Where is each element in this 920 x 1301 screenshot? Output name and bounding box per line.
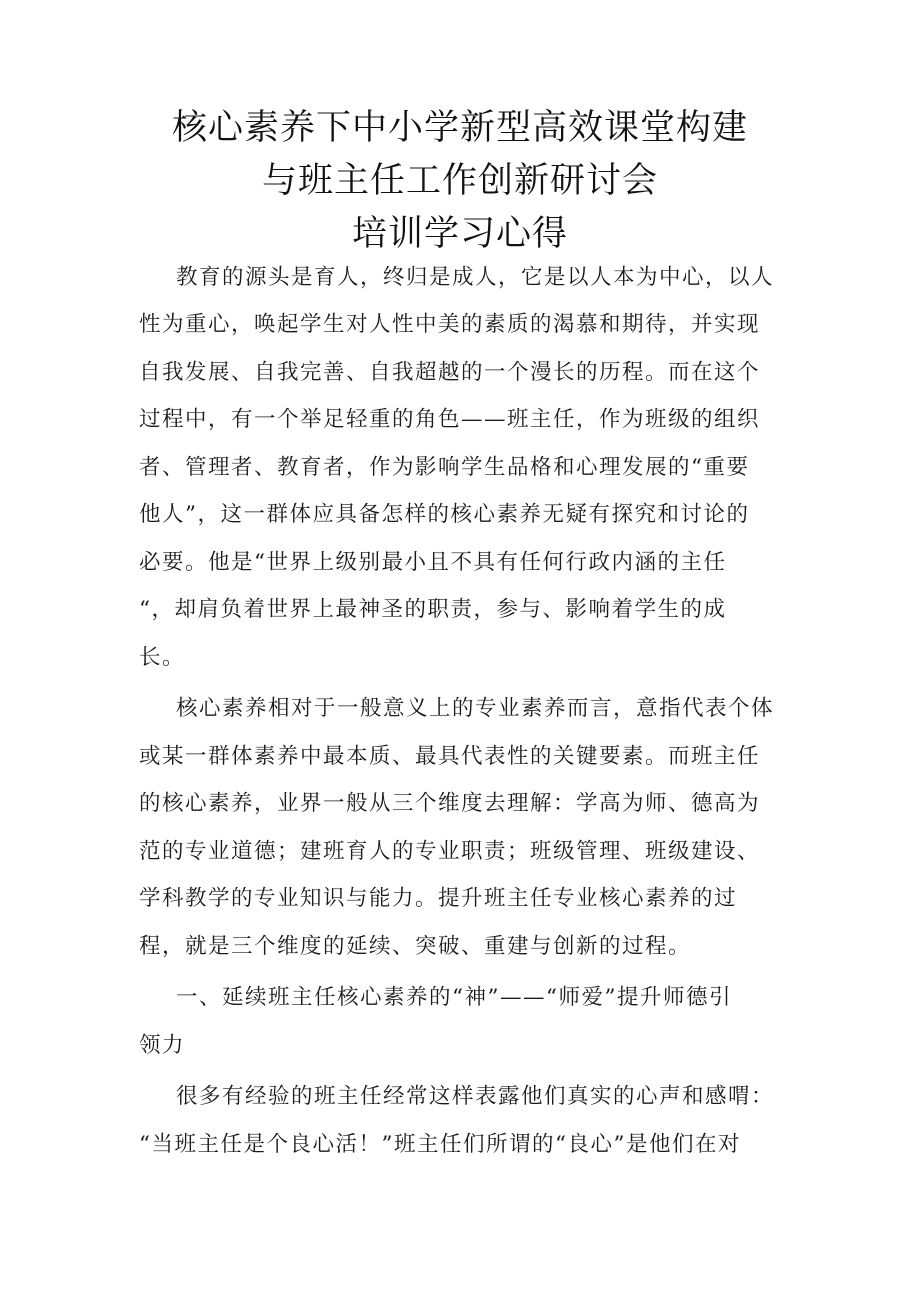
paragraph-3-line-1: 很多有经验的班主任经常这样表露他们真实的心声和感喟：	[176, 1084, 775, 1109]
paragraph-2-line-5: 学科教学的专业知识与能力。提升班主任专业核心素养的过	[139, 886, 738, 911]
paragraph-1-line-7: 必要。他是“世界上级别最小且不具有任何行政内涵的主任	[139, 550, 727, 575]
paragraph-2-line-1: 核心素养相对于一般意义上的专业素养而言，意指代表个体	[176, 696, 775, 721]
paragraph-2-line-2: 或某一群体素养中最本质、最具代表性的关键要素。而班主任	[139, 744, 761, 769]
paragraph-1-line-8: “，却肩负着世界上最神圣的职责，参与、影响着学生的成	[139, 597, 727, 622]
document-title	[0, 102, 920, 261]
paragraph-1-line-3: 自我发展、自我完善、自我超越的一个漫长的历程。而在这个	[139, 360, 761, 385]
paragraph-1-line-9: 长。	[139, 645, 186, 670]
paragraph-1-line-5: 者、管理者、教育者，作为影响学生品格和心理发展的“重要	[139, 455, 750, 480]
title-line-2: 与班主任工作创新研讨会	[261, 161, 658, 201]
section-1-heading-line-1: 一、延续班主任核心素养的“神”——“师爱”提升师德引	[176, 985, 732, 1010]
paragraph-1-line-2: 性为重心，唤起学生对人性中美的素质的渴慕和期待，并实现	[139, 312, 761, 337]
paragraph-1-line-4: 过程中，有一个举足轻重的角色——班主任，作为班级的组织	[139, 407, 761, 432]
paragraph-1-line-6: 他人”，这一群体应具备怎样的核心素养无疑有探究和讨论的	[139, 502, 750, 527]
paragraph-3-line-2: “当班主任是个良心活！”班主任们所谓的“良心”是他们在对	[139, 1132, 741, 1157]
paragraph-2-line-3: 的核心素养，业界一般从三个维度去理解：学高为师、德高为	[139, 791, 761, 816]
paragraph-2-line-6: 程，就是三个维度的延续、突破、重建与创新的过程。	[139, 934, 692, 959]
section-1-heading-line-2: 领力	[139, 1033, 186, 1058]
paragraph-2-line-4: 范的专业道德；建班育人的专业职责；班级管理、班级建设、	[139, 839, 761, 864]
title-line-3: 培训学习心得	[351, 214, 568, 254]
title-line-1: 核心素养下中小学新型高效课堂构建	[171, 108, 748, 148]
paragraph-1-line-1: 教育的源头是育人，终归是成人，它是以人本为中心，以人	[176, 265, 775, 290]
